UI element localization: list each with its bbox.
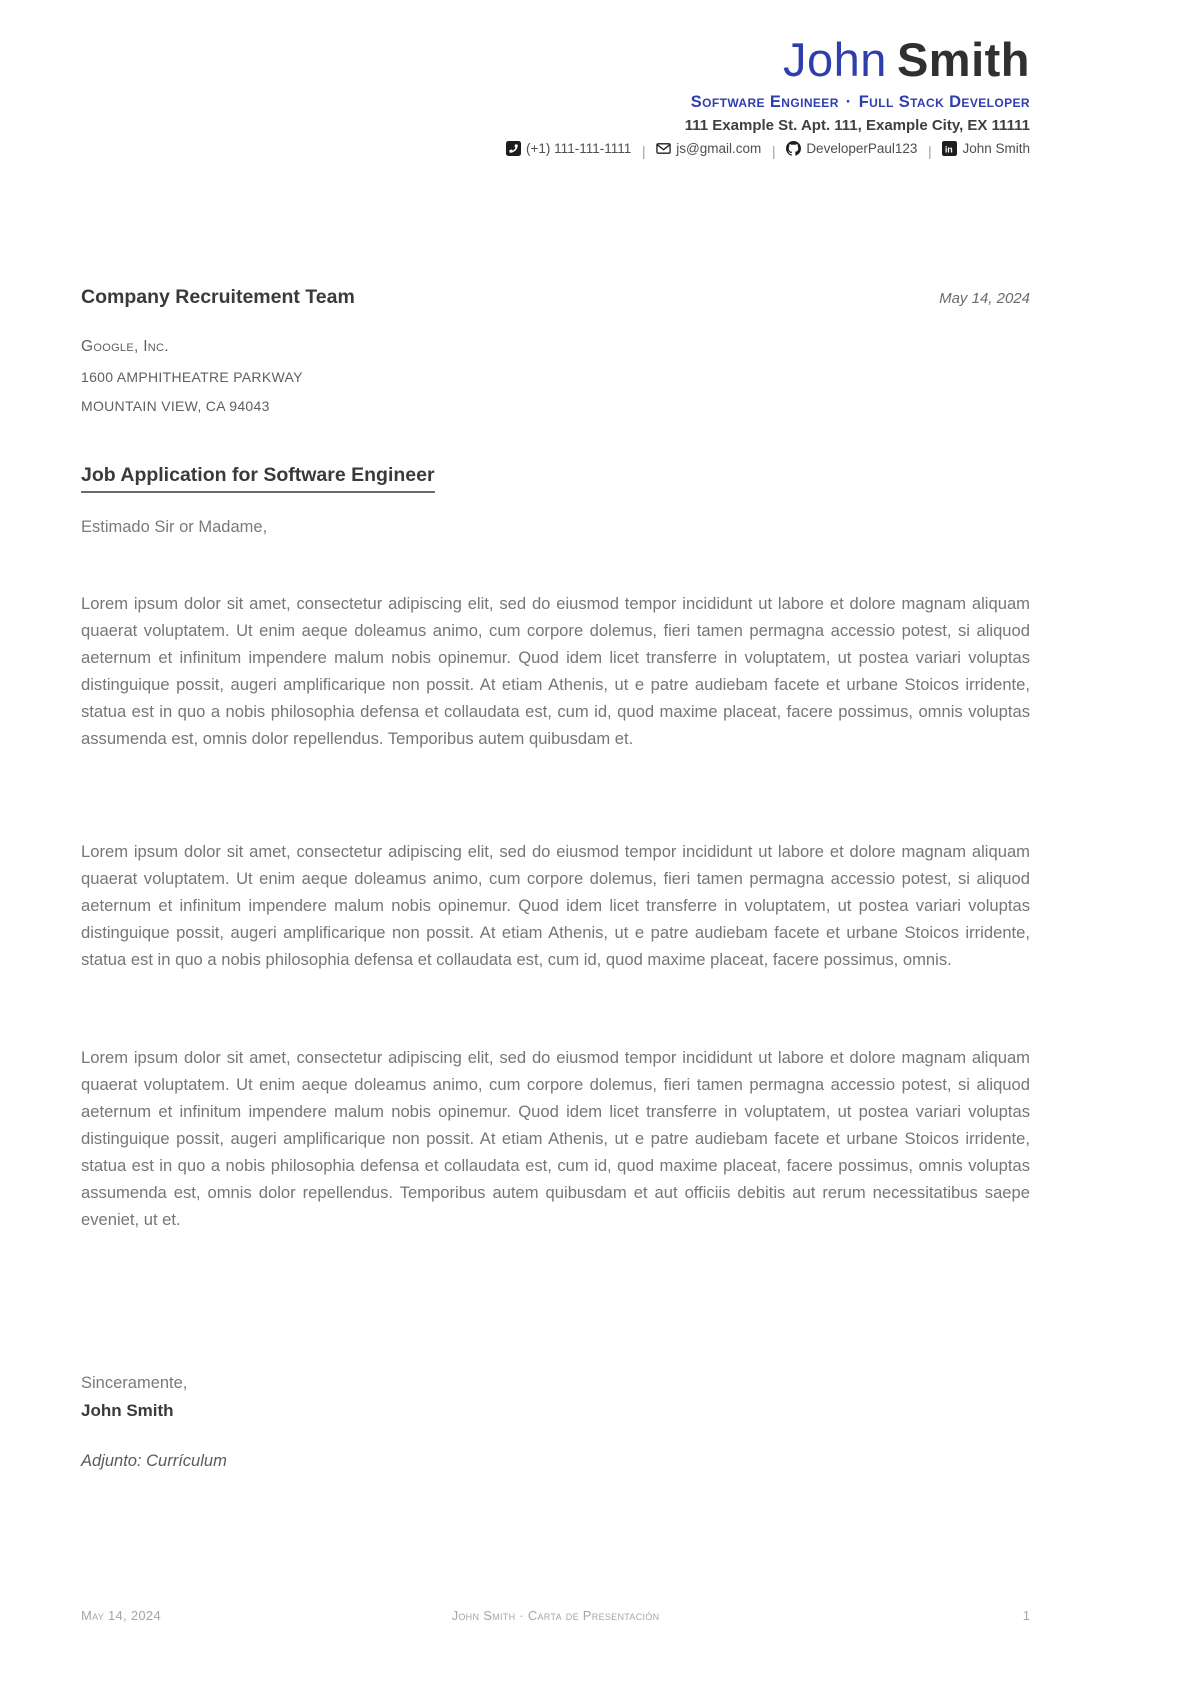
position-separator: ·	[845, 92, 852, 111]
contact-separator: |	[642, 143, 646, 159]
body-paragraph: Lorem ipsum dolor sit amet, consectetur adipiscing elit, sed do eiusmod tempor incididunt ut labore et dolore magnam aliquam quaerat voluptatem. Ut enim aeque doleamus animo, cum corpore dolemus, fieri tamen permagna accessio potest, si aliquod aeternum et infinitum impendere malum nobis opinemur. Quod idem licet transferre in voluptatem, ut postea variari voluptas distinguique possit, augeri amplificarique non possit. At etiam Athenis, ut e patre audiebam facete et urbane Stoicos irridente, statua est in quo a nobis philosophia defensa et collaudata est, cum id, quod maxime placeat, facere possimus, omnis voluptas assumenda est, omnis dolor repellendus. Temporibus autem quibusdam et.	[81, 594, 1030, 748]
letter-header	[81, 34, 1030, 159]
enclosure-note: Adjunto: Currículum	[81, 1452, 227, 1470]
email-address: js@gmail.com	[676, 140, 762, 156]
recipient-organization: Google, Inc.	[81, 338, 169, 355]
letter-date: May 14, 2024	[939, 290, 1030, 307]
footer-date: May 14, 2024	[81, 1608, 161, 1623]
linkedin-name: John Smith	[962, 140, 1030, 156]
closing-block	[81, 1370, 187, 1424]
footer-page-number: 1	[1022, 1608, 1030, 1623]
salutation: Estimado Sir or Madame,	[81, 518, 268, 536]
closing-phrase: Sinceramente,	[81, 1374, 188, 1392]
linkedin-contact[interactable]	[942, 141, 1030, 156]
body-paragraph: Lorem ipsum dolor sit amet, consectetur adipiscing elit, sed do eiusmod tempor incididunt ut labore et dolore magnam aliquam quaerat voluptatem. Ut enim aeque doleamus animo, cum corpore dolemus, fieri tamen permagna accessio potest, si aliquod aeternum et infinitum impendere malum nobis opinemur. Quod idem licet transferre in voluptatem, ut postea variari voluptas distinguique possit, augeri amplificarique non possit. At etiam Athenis, ut e patre audiebam facete et urbane Stoicos irridente, statua est in quo a nobis philosophia defensa et collaudata est, cum id, quod maxime placeat, facere possimus, omnis.	[81, 842, 1030, 969]
github-contact[interactable]	[786, 141, 917, 156]
applicant-address: 111 Example St. Apt. 111, Example City, EX 11111	[684, 116, 1030, 134]
letter-content	[81, 0, 1030, 1684]
recipient-address-block	[81, 338, 1030, 414]
svg-text:in: in	[945, 144, 954, 155]
email-contact[interactable]	[656, 141, 761, 156]
recipient-city: MOUNTAIN VIEW, CA 94043	[81, 398, 270, 414]
linkedin-icon	[942, 141, 957, 156]
recipient-row	[81, 286, 1030, 309]
applicant-name	[81, 34, 1030, 86]
contact-separator: |	[772, 143, 776, 159]
position-primary: Software Engineer	[690, 92, 839, 111]
recipient-street: 1600 AMPHITHEATRE PARKWAY	[81, 369, 303, 385]
subject-wrap	[81, 464, 435, 493]
letter-subject: Job Application for Software Engineer	[81, 464, 435, 493]
recipient-title: Company Recruitement Team	[81, 286, 355, 308]
applicant-last-name: Smith	[896, 33, 1030, 86]
phone-icon	[506, 141, 521, 156]
phone-contact[interactable]	[506, 141, 631, 156]
body-paragraph: Lorem ipsum dolor sit amet, consectetur adipiscing elit, sed do eiusmod tempor incididunt ut labore et dolore magnam aliquam quaerat voluptatem. Ut enim aeque doleamus animo, cum corpore dolemus, fieri tamen permagna accessio potest, si aliquod aeternum et infinitum impendere malum nobis opinemur. Quod idem licet transferre in voluptatem, ut postea variari voluptas distinguique possit, augeri amplificarique non possit. At etiam Athenis, ut e patre audiebam facete et urbane Stoicos irridente, statua est in quo a nobis philosophia defensa et collaudata est, cum id, quod maxime placeat, facere possimus, omnis voluptas assumenda est, omnis dolor repellendus. Temporibus autem quibusdam et aut officiis debitis aut rerum necessitatibus saepe eveniet, ut et.	[81, 1048, 1030, 1229]
github-icon	[786, 141, 801, 156]
github-username: DeveloperPaul123	[806, 140, 918, 156]
applicant-positions	[81, 93, 1030, 112]
position-secondary: Full Stack Developer	[858, 92, 1030, 111]
email-icon	[656, 141, 671, 156]
contact-separator: |	[928, 143, 932, 159]
contact-row	[81, 141, 1030, 159]
phone-number: (+1) 111-111-1111	[526, 140, 632, 156]
applicant-first-name: John	[783, 33, 887, 86]
signature-name: John Smith	[81, 1401, 174, 1420]
footer-title: John Smith · Carta de Presentación	[451, 1608, 660, 1623]
